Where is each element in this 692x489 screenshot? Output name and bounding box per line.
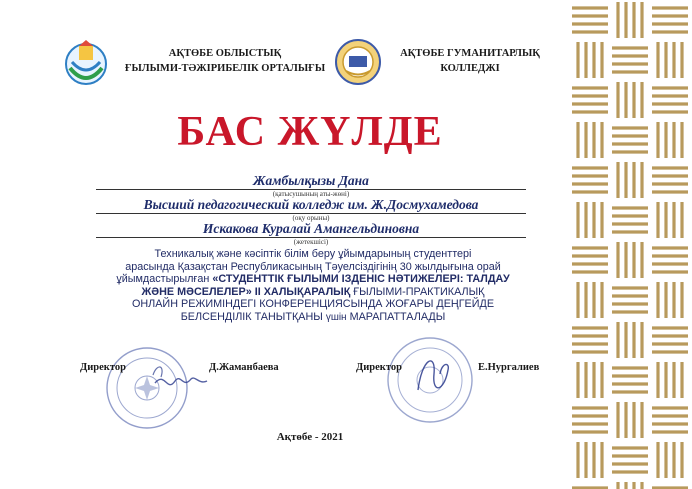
- left-signatory-title: Директор: [80, 362, 126, 373]
- statement-line3-bold: «СТУДЕНТТІК ҒЫЛЫМИ ІЗДЕНІС НӘТИЖЕЛЕРІ: ТАЛДАУ: [212, 273, 510, 286]
- statement-line6: [78, 311, 548, 325]
- statement-line6-normal: БЕЛСЕНДІЛІК ТАНЫТҚАНЫ: [180, 310, 326, 323]
- statement-line3: [78, 273, 548, 286]
- statement-line6-end: МАРАПАТТАЛАДЫ: [346, 310, 446, 323]
- left-signatory-name: Д.Жаманбаева: [209, 362, 279, 373]
- science-center-name: [120, 46, 330, 76]
- supervisor-name: Искакова Куралай Амангельдиновна: [202, 221, 420, 236]
- left-official-stamp-icon: [95, 343, 215, 433]
- statement-line6-small: үшін: [325, 311, 347, 323]
- supervisor-caption: (жетекшісі): [293, 238, 329, 246]
- statement-line1: Техникалық және кәсіптік білім беру ұйымдарының студенттері: [154, 248, 472, 260]
- statement-line5: ОНЛАЙН РЕЖИМІНДЕГІ КОНФЕРЕНЦИЯСЫНДА ЖОҒАРЫ ДЕҢГЕЙДЕ: [131, 298, 495, 311]
- right-signatory-name: Е.Нургалиев: [478, 362, 540, 373]
- award-statement: [78, 248, 548, 325]
- participant-caption: (қатысушының аты-жөні): [272, 190, 350, 198]
- humanitarian-college-name: [380, 46, 560, 76]
- org-right-line1: АҚТӨБЕ ГУМАНИТАРЛЫҚ: [400, 48, 540, 59]
- science-center-logo-icon: [62, 38, 110, 88]
- statement-line4-bold: ЖӘНЕ МӘСЕЛЕЛЕР» ІІ ХАЛЫҚАРАЛЫҚ: [141, 285, 351, 298]
- org-left-line2: ҒЫЛЫМИ-ТӘЖІРИБЕЛІК ОРТАЛЫҒЫ: [124, 63, 326, 74]
- supervisor-field: [96, 220, 526, 247]
- statement-line3-normal: ұйымдастырылған: [116, 273, 213, 286]
- org-right-line2: КОЛЛЕДЖІ: [440, 63, 500, 74]
- participant-name: Жамбылқызы Дана: [253, 173, 369, 188]
- humanitarian-college-emblem-icon: [334, 38, 382, 86]
- statement-line4: [78, 286, 548, 299]
- org-left-line1: АҚТӨБЕ ОБЛЫСТЫҚ: [168, 48, 282, 59]
- participant-field: [96, 172, 526, 199]
- statement-line2: арасында Қазақстан Республикасының Тәуелсіздігінің 30 жылдығына орай: [125, 260, 501, 273]
- right-signatory-title: Директор: [356, 362, 402, 373]
- institution-field: [96, 196, 526, 223]
- award-title: БАС ЖҮЛДЕ: [177, 109, 443, 155]
- institution-name: Высший педагогический колледж им. Ж.Досмухамедова: [143, 197, 479, 212]
- institution-caption: (оқу орыны): [292, 214, 330, 222]
- right-official-stamp-icon: [378, 334, 490, 426]
- statement-line4-normal: ҒЫЛЫМИ-ПРАКТИКАЛЫҚ: [350, 285, 485, 298]
- gold-ornament-panel: [570, 0, 692, 489]
- place-and-year: Ақтөбе - 2021: [276, 431, 344, 443]
